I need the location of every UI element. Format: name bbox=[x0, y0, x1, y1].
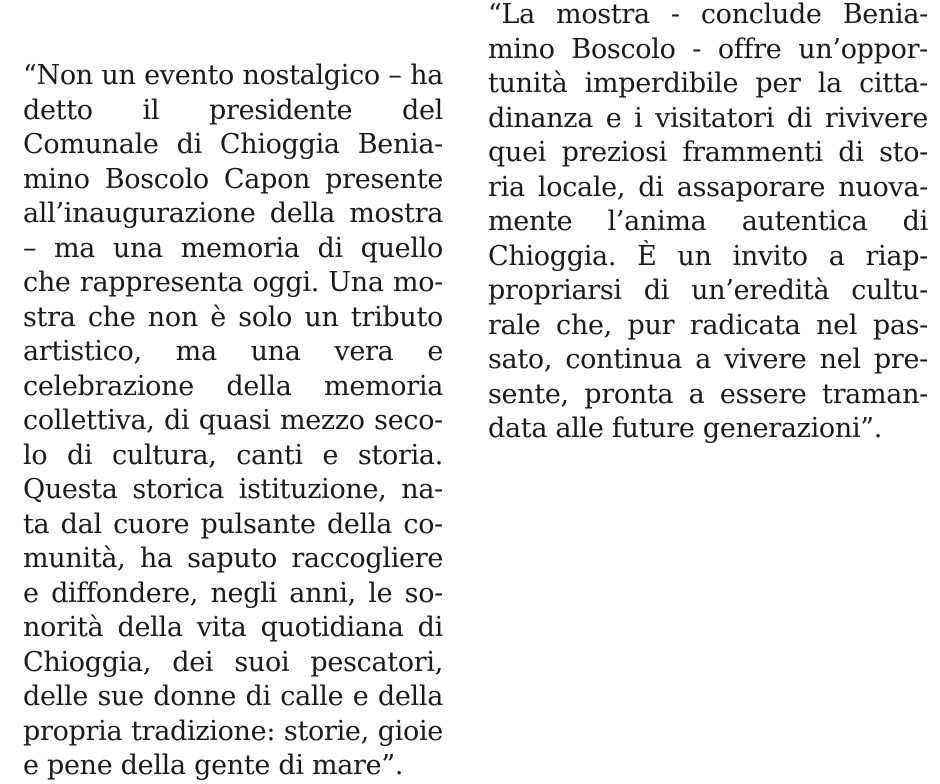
text-line: Questa storica istituzione, na- bbox=[23, 474, 443, 505]
text-line: quei preziosi frammenti di sto- bbox=[488, 137, 928, 168]
text-line: all’inaugurazione della mostra bbox=[23, 198, 443, 229]
text-line: collettiva, di quasi mezzo seco- bbox=[23, 405, 443, 436]
text-line: sente, pronta a essere traman- bbox=[488, 378, 928, 410]
text-line: Chioggia. È un invito a riap- bbox=[488, 240, 928, 272]
text-line: ria locale, di assaporare nuova- bbox=[488, 171, 928, 203]
text-line: artistico, ma una vera e bbox=[23, 336, 443, 367]
text-line: mente l’anima autentica di bbox=[488, 206, 928, 237]
text-line: e pene della gente di mare”. bbox=[23, 750, 404, 781]
text-line: stra che non è solo un tributo bbox=[23, 301, 443, 333]
left-text-column bbox=[23, 59, 443, 784]
text-line: Comunale di Chioggia Benia- bbox=[23, 129, 443, 160]
text-line: “Non un evento nostalgico – ha bbox=[23, 60, 443, 91]
text-line: propria tradizione: storie, gioie bbox=[23, 715, 443, 747]
text-line: Chioggia, dei suoi pescatori, bbox=[23, 646, 443, 678]
text-line: sato, continua a vivere nel pre- bbox=[488, 344, 928, 375]
text-line: dinanza e i visitatori di rivivere bbox=[488, 102, 928, 134]
text-line: ta dal cuore pulsante della co- bbox=[23, 508, 443, 540]
text-line: norità della vita quotidiana di bbox=[23, 612, 443, 643]
text-line: munità, ha saputo raccogliere bbox=[23, 543, 443, 574]
text-line: – ma una memoria di quello bbox=[23, 232, 443, 264]
text-line: che rappresenta oggi. Una mo- bbox=[23, 267, 443, 298]
text-line: celebrazione della memoria bbox=[23, 370, 443, 402]
text-line: lo di cultura, canti e storia. bbox=[23, 439, 443, 471]
text-line: detto il presidente del bbox=[23, 94, 443, 126]
text-line: mino Boscolo - offre un’oppor- bbox=[488, 33, 928, 65]
text-line: tunità imperdibile per la citta- bbox=[488, 68, 928, 99]
text-line: mino Boscolo Capon presente bbox=[23, 163, 443, 195]
text-line: propriarsi di un’eredità cultu- bbox=[488, 275, 928, 306]
text-line: “La mostra - conclude Benia- bbox=[488, 0, 928, 30]
text-line: delle sue donne di calle e della bbox=[23, 681, 443, 712]
text-line: rale che, pur radicata nel pas- bbox=[488, 309, 928, 341]
text-line: e diffondere, negli anni, le so- bbox=[23, 577, 443, 609]
right-text-column bbox=[488, 0, 928, 447]
text-line: data alle future generazioni”. bbox=[488, 413, 883, 444]
